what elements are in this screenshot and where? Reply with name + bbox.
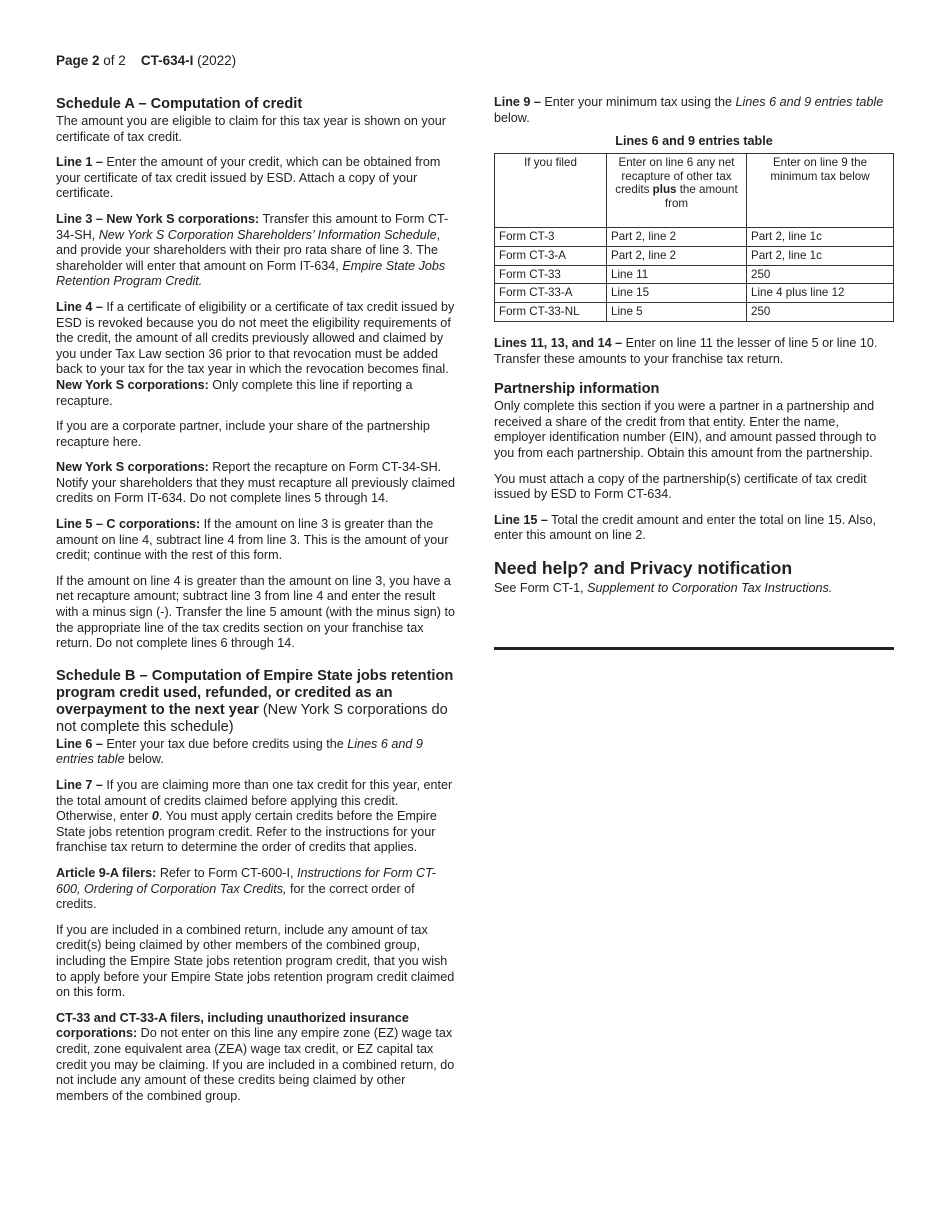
page-number: 2 bbox=[92, 53, 100, 68]
article-9a-text-1: Refer to Form CT-600-I, bbox=[156, 865, 297, 880]
article-9a-text-2: for the correct order of credits. bbox=[56, 881, 415, 912]
line6-label: Line 6 – bbox=[56, 736, 103, 751]
line5-net-recapture: If the amount on line 4 is greater than the amount on line 3, you have a net recapture amount; subtract line 3 from line 4 and enter the result with a minus sign (-). Transfer the line 5 amount (with the minus sign) to the appropriate line of the tax credits section on your franchise tax return. Do not complete lines 6 through 14. bbox=[56, 573, 455, 651]
table-cell: Form CT-33 bbox=[495, 265, 607, 284]
line6-instruction bbox=[56, 737, 458, 768]
schedule-a-intro: The amount you are eligible to claim for this tax year is shown on your certificate of tax credit. bbox=[56, 114, 446, 144]
line4-label: Line 4 – bbox=[56, 299, 103, 314]
table-row bbox=[495, 227, 894, 246]
page-label: Page bbox=[56, 53, 93, 68]
line9-label: Line 9 – bbox=[494, 95, 541, 109]
combined-return-text: If you are included in a combined return, include any amount of tax credit(s) being claimed by other members of the combined group, including the Empire State jobs retention program credit, that you wish to apply before your Empire State jobs retention program credit claimed on this form. bbox=[56, 922, 455, 1000]
line15-label: Line 15 – bbox=[494, 512, 548, 527]
partnership-text-1: Only complete this section if you were a partner in a partnership and received a share of the credit from that entity. Enter the name, employer identification number (EIN), and amount passed through to you from each partnership. Obtain this amount from the partnership. bbox=[494, 399, 877, 460]
table-row bbox=[495, 265, 894, 284]
help-italic: Supplement to Corporation Tax Instructions. bbox=[587, 580, 833, 595]
table-row bbox=[495, 303, 894, 322]
line15-text: Total the credit amount and enter the total on line 15. Also, enter this amount on line 2. bbox=[494, 512, 877, 543]
table-cell: Form CT-33-NL bbox=[495, 303, 607, 322]
nys-label: New York S corporations: bbox=[56, 460, 209, 475]
table-cell: Part 2, line 2 bbox=[607, 246, 747, 265]
table-cell: Form CT-3 bbox=[495, 227, 607, 246]
line3-italic-2: Empire State Jobs Retention Program Credit. bbox=[56, 258, 446, 289]
line6-end: below. bbox=[124, 752, 164, 767]
table-cell: Part 2, line 2 bbox=[607, 227, 747, 246]
table-header-row bbox=[495, 153, 894, 227]
partnership-title: Partnership information bbox=[494, 381, 660, 398]
line7-instruction bbox=[56, 778, 458, 856]
ct33-text: Do not enter on this line any empire zone (EZ) wage tax credit, zone equivalent area (ZEA) wage tax credit, or EZ capital tax credit you may be claiming. If you are included in a combined return, do not include any amount of these credits being claimed by other members of the combined group. bbox=[56, 1026, 455, 1103]
table-row bbox=[495, 246, 894, 265]
table-cell: Form CT-3-A bbox=[495, 246, 607, 265]
nys-text: Report the recapture on Form CT-34-SH. Notify your shareholders that they must recapture all previously claimed credits on Form IT-634. Do not complete lines 5 through 14. bbox=[56, 460, 455, 506]
entries-table bbox=[494, 153, 894, 322]
lines-11-13-14-instruction bbox=[494, 336, 894, 367]
line9-italic: Lines 6 and 9 entries table bbox=[735, 95, 884, 109]
schedule-b-title-bold: Schedule B – Computation of Empire State jobs retention program credit used, refunded, or credited as an overpayment to the next year bbox=[56, 667, 454, 718]
left-column bbox=[56, 96, 458, 1114]
table-cell: Line 15 bbox=[607, 284, 747, 303]
line9-end: below. bbox=[494, 110, 530, 125]
line3-text-1: Transfer this amount to Form CT-34-SH, bbox=[56, 211, 449, 242]
line3-text-2: , and provide your shareholders with their pro rata share of line 3. The shareholder will enter that amount on Form IT-634, bbox=[56, 227, 441, 273]
entries-table-title: Lines 6 and 9 entries table bbox=[615, 134, 773, 149]
schedule-a-title: Schedule A – Computation of credit bbox=[56, 96, 303, 112]
form-id: CT-634-I bbox=[140, 53, 194, 68]
form-year: (2022) bbox=[197, 53, 237, 68]
page-header bbox=[56, 53, 236, 68]
table-cell: Line 11 bbox=[607, 265, 747, 284]
line6-text: Enter your tax due before credits using the bbox=[102, 736, 348, 751]
line3-italic-1: New York S Corporation Shareholders’ Information Schedule bbox=[98, 227, 437, 242]
partner-recapture-text: If you are a corporate partner, include your share of the partnership recapture here. bbox=[56, 419, 430, 449]
table-header-line6-c: the amount from bbox=[664, 183, 738, 211]
table-header-if-you-filed: If you filed bbox=[495, 153, 607, 227]
table-cell: Line 4 plus line 12 bbox=[747, 284, 894, 303]
line4-text: If a certificate of eligibility or a certificate of tax credit issued by ESD is revoked because you do not meet the eligibility requirements of the credit, the amount of all credits previously allowed and claimed by you under Tax Law section 36 prior to that revocation must be added back to your tax for the tax year in which the revocation becomes final. bbox=[56, 299, 455, 377]
ct33-label: CT-33 and CT-33-A filers, including unauthorized insurance corporations: bbox=[56, 1010, 409, 1041]
line5-instruction bbox=[56, 517, 458, 564]
table-header-line6-plus: plus bbox=[652, 183, 677, 197]
help-text bbox=[494, 581, 894, 597]
nys-corporations-instruction bbox=[56, 460, 458, 507]
line4-instruction bbox=[56, 300, 458, 409]
line3-label: Line 3 – New York S corporations: bbox=[56, 211, 260, 226]
schedule-b-title-note: (New York S corporations do not complete this schedule) bbox=[56, 701, 448, 735]
table-cell: 250 bbox=[747, 265, 894, 284]
article-9a-italic: Instructions for Form CT-600, Ordering of Corporation Tax Credits, bbox=[56, 865, 436, 896]
partnership-text-2: You must attach a copy of the partnership(s) certificate of tax credit issued by ESD to Form CT-634. bbox=[494, 471, 867, 502]
page-of: of 2 bbox=[99, 53, 126, 68]
right-column bbox=[494, 95, 894, 606]
table-header-line9: Enter on line 9 the minimum tax below bbox=[747, 153, 894, 227]
line5-text: If the amount on line 3 is greater than the amount on line 4, subtract line 4 from line 3. This is the amount of your credit; continue with the rest of this form. bbox=[56, 517, 449, 563]
table-header-line6 bbox=[607, 153, 747, 227]
lines-11-text: Enter on line 11 the lesser of line 5 or line 10. Transfer these amounts to your franchise tax return. bbox=[494, 335, 878, 366]
line4-bold: New York S corporations: bbox=[56, 377, 209, 392]
line9-text: Enter your minimum tax using the bbox=[540, 95, 736, 109]
help-text-1: See Form CT-1, bbox=[494, 580, 588, 595]
line5-label: Line 5 – C corporations: bbox=[56, 517, 201, 532]
line6-italic: Lines 6 and 9 entries table bbox=[56, 736, 423, 767]
table-cell: Part 2, line 1c bbox=[747, 246, 894, 265]
article-9a-instruction bbox=[56, 866, 458, 913]
line7-text-2: . You must apply certain credits before the Empire State jobs retention program credit. Refer to the instructions for your franchise tax return to determine the order of credits that applies. bbox=[56, 809, 437, 855]
section-divider bbox=[494, 647, 894, 650]
table-cell: Line 5 bbox=[607, 303, 747, 322]
ct33-instruction bbox=[56, 1011, 458, 1105]
line4-text-2: Only complete this line if reporting a recapture. bbox=[56, 377, 413, 408]
line7-label: Line 7 – bbox=[56, 778, 103, 792]
line1-instruction bbox=[56, 155, 458, 202]
table-cell: 250 bbox=[747, 303, 894, 322]
line15-instruction bbox=[494, 513, 894, 544]
lines-11-label: Lines 11, 13, and 14 – bbox=[494, 335, 623, 350]
line7-zero: 0 bbox=[151, 809, 159, 824]
help-title: Need help? and Privacy notification bbox=[494, 557, 793, 578]
line7-text: If you are claiming more than one tax credit for this year, enter the total amount of credits claimed before applying this credit. Otherwise, enter bbox=[56, 778, 453, 824]
table-cell: Form CT-33-A bbox=[495, 284, 607, 303]
line3-instruction bbox=[56, 212, 458, 290]
article-9a-label: Article 9-A filers: bbox=[56, 865, 157, 880]
schedule-b-title bbox=[56, 668, 458, 736]
table-cell: Part 2, line 1c bbox=[747, 227, 894, 246]
line9-instruction bbox=[494, 95, 894, 126]
table-header-line6-a: Enter on line 6 any net recapture of other tax credits bbox=[615, 155, 735, 197]
table-row bbox=[495, 284, 894, 303]
line1-text: Enter the amount of your credit, which can be obtained from your certificate of tax credit issued by ESD. Attach a copy of your certificate. bbox=[56, 155, 441, 201]
line1-label: Line 1 – bbox=[56, 155, 103, 170]
